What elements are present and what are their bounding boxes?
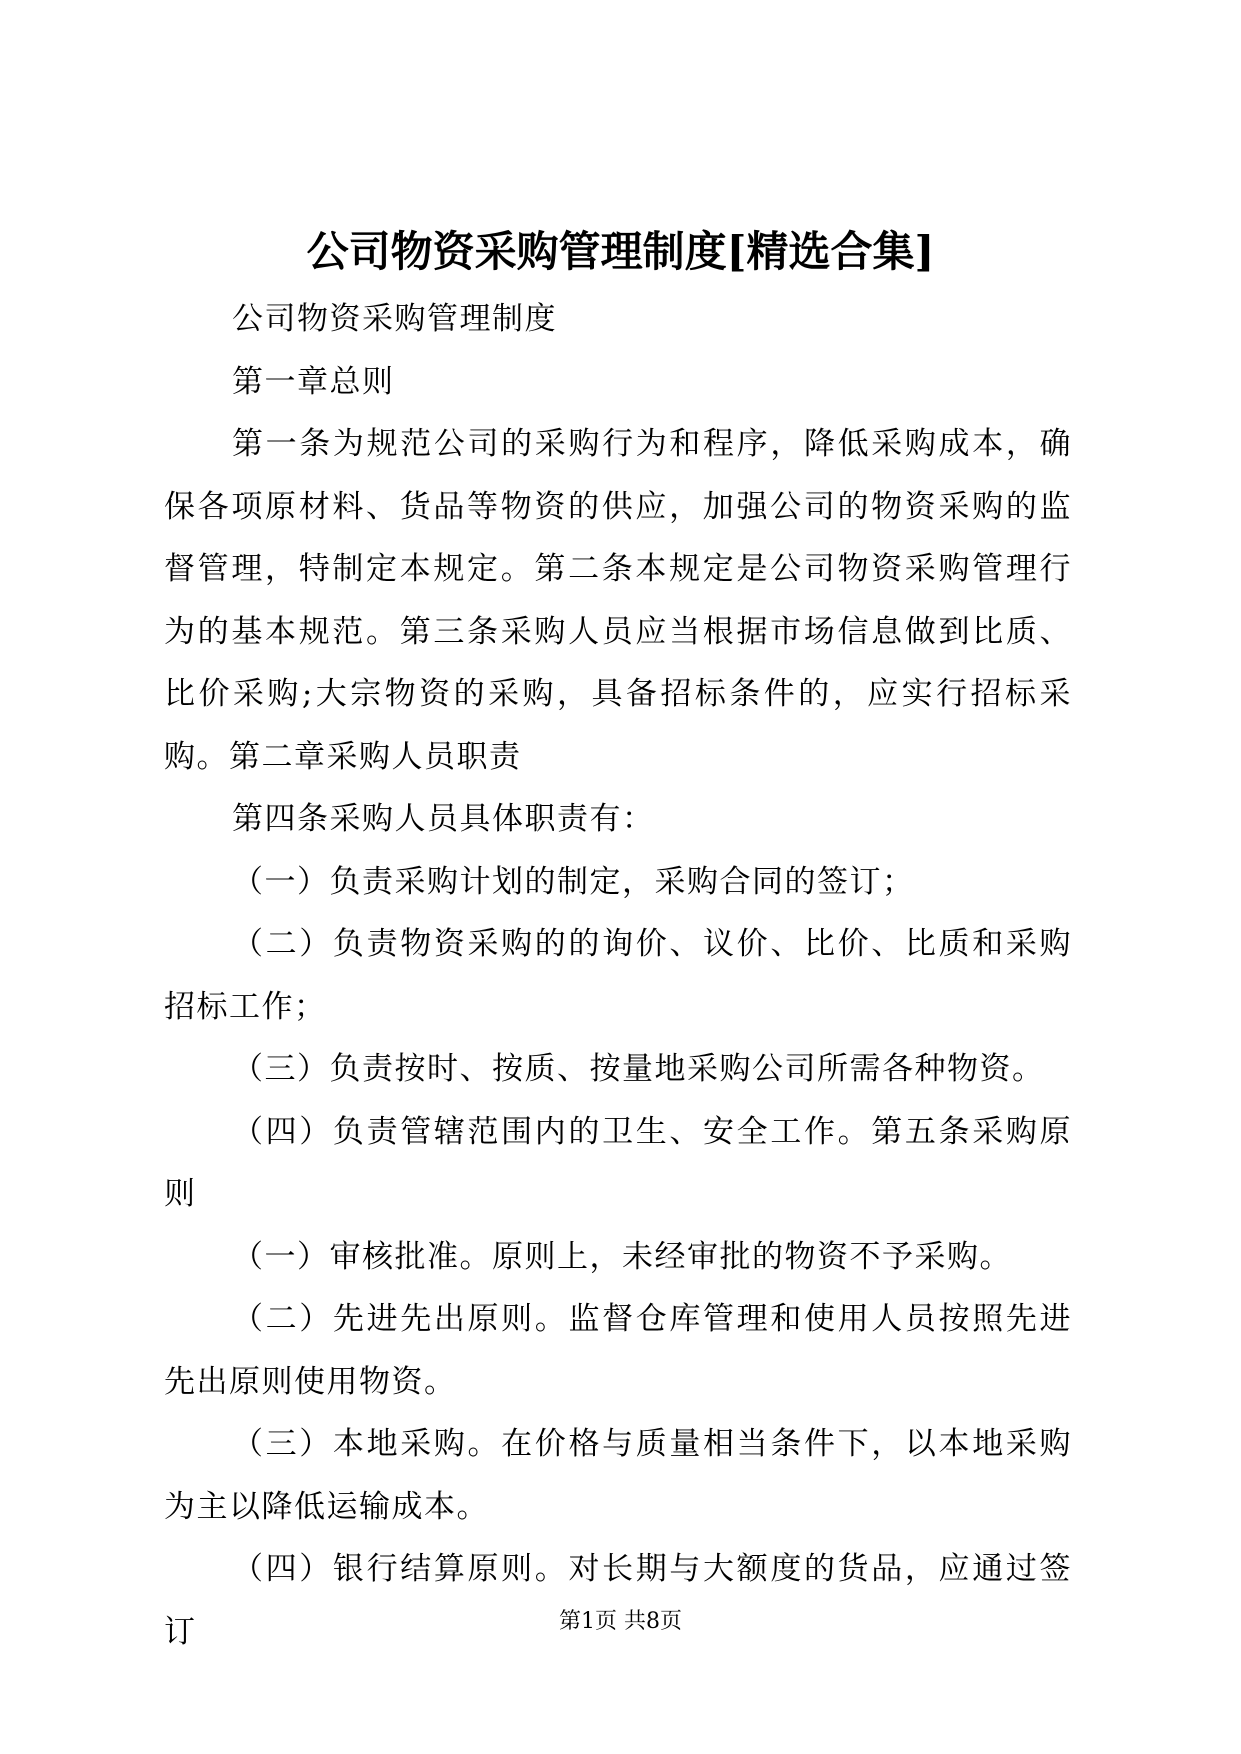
paragraph-duty-4: （四）负责管辖范围内的卫生、安全工作。第五条采购原则 bbox=[164, 1113, 1072, 1212]
paragraph-principle-1: （一）审核批准。原则上，未经审批的物资不予采购。 bbox=[232, 1238, 1012, 1275]
paragraph-article-4: 第四条采购人员具体职责有： bbox=[232, 801, 655, 837]
paragraph-principle-2: （二）先进先出原则。监督仓库管理和使用人员按照先进先出原则使用物资。 bbox=[164, 1301, 1072, 1400]
paragraph-duty-1: （一）负责采购计划的制定，采购合同的签订； bbox=[232, 863, 915, 900]
document-title: 公司物资采购管理制度[精选合集] bbox=[306, 227, 935, 276]
paragraph-chapter-1: 第一章总则 bbox=[232, 363, 395, 400]
document-body bbox=[164, 288, 1072, 1663]
page-number-footer: 第1页 共8页 bbox=[559, 1609, 682, 1634]
paragraph-principle-4: （四）银行结算原则。对长期与大额度的货品，应通过签订 bbox=[164, 1551, 1072, 1650]
paragraph-subtitle: 公司物资采购管理制度 bbox=[232, 301, 557, 337]
paragraph-principle-3: （三）本地采购。在价格与质量相当条件下，以本地采购为主以降低运输成本。 bbox=[164, 1426, 1072, 1525]
paragraph-article-1-3: 第一条为规范公司的采购行为和程序，降低采购成本，确保各项原材料、货品等物资的供应，加强公司的物资采购的监督管理，特制定本规定。第二条本规定是公司物资采购管理行为的基本规范。第三条采购人员应当根据市场信息做到比质、比价采购;大宗物资的采购，具备招标条件的，应实行招标采购。第二章采购人员职责 bbox=[164, 426, 1072, 775]
paragraph-duty-2: （二）负责物资采购的的询价、议价、比价、比质和采购招标工作； bbox=[164, 926, 1072, 1025]
paragraph-duty-3: （三）负责按时、按质、按量地采购公司所需各种物资。 bbox=[232, 1051, 1045, 1087]
